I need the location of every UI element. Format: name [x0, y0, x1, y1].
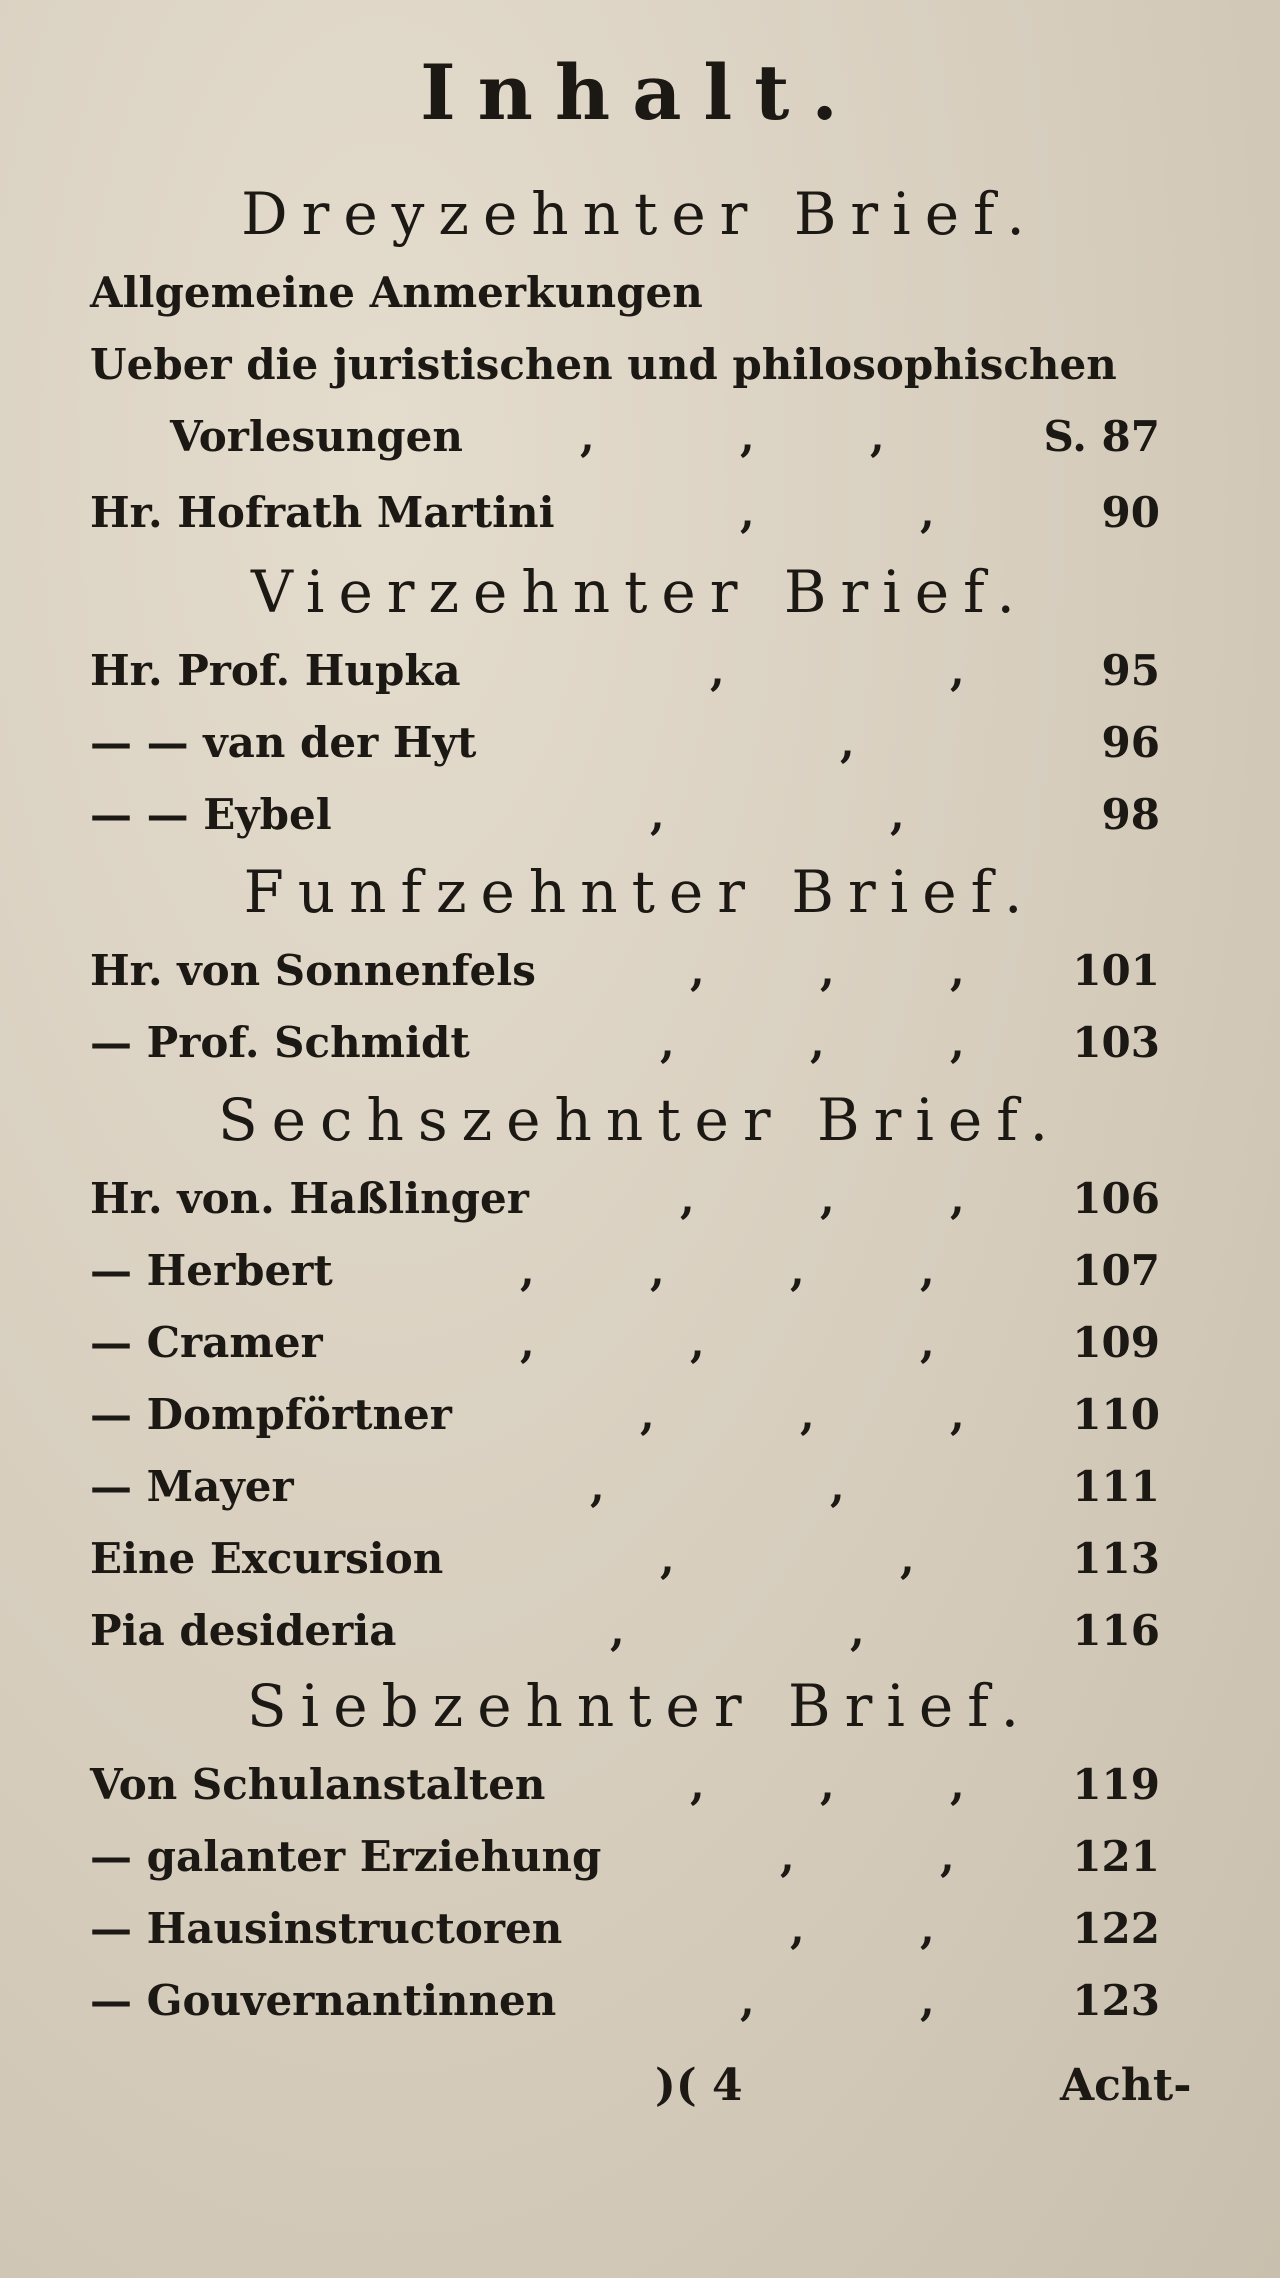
toc-page-number: 113	[1072, 1534, 1160, 1583]
letter-heading-17: Siebzehnter Brief.	[246, 1672, 1034, 1740]
leader-dot: ,	[710, 646, 725, 695]
toc-entry-text: Hr. von Sonnenfels	[90, 946, 536, 995]
toc-entry-text: — Cramer	[90, 1318, 323, 1367]
leader-dot: ,	[580, 412, 595, 461]
toc-page-number: 98	[1101, 790, 1160, 839]
toc-entry-text: — Gouvernantinnen	[90, 1976, 557, 2025]
toc-entry	[90, 1760, 1160, 1820]
leader-dot: ,	[920, 488, 935, 537]
toc-entry	[90, 1018, 1160, 1078]
page-title: Inhalt.	[420, 48, 860, 137]
toc-entry-text: Ueber die juristischen und philosophischen	[90, 340, 1117, 389]
toc-entry	[90, 1832, 1160, 1892]
toc-entry-text: Hr. Prof. Hupka	[90, 646, 461, 695]
toc-page-number: 101	[1072, 946, 1160, 995]
toc-entry-text: — — van der Hyt	[90, 718, 477, 767]
leader-dot: ,	[850, 1606, 865, 1655]
toc-page-number: 121	[1072, 1832, 1160, 1881]
toc-entry	[90, 646, 1160, 706]
leader-dot: ,	[650, 790, 665, 839]
leader-dot: ,	[790, 1904, 805, 1953]
leader-dot: ,	[740, 1976, 755, 2025]
leader-dot: ,	[590, 1462, 605, 1511]
leader-dot: ,	[920, 1976, 935, 2025]
leader-dot: ,	[900, 1534, 915, 1583]
leader-dot: ,	[660, 1534, 675, 1583]
toc-page-number: 103	[1072, 1018, 1160, 1067]
toc-page-number: 119	[1072, 1760, 1160, 1809]
toc-page-number: 111	[1072, 1462, 1160, 1511]
toc-entry	[90, 946, 1160, 1006]
toc-entry	[90, 412, 1160, 472]
toc-page-number: 106	[1072, 1174, 1160, 1223]
toc-entry	[90, 718, 1160, 778]
toc-entry-text: Hr. von. Haßlinger	[90, 1174, 529, 1223]
toc-entry	[90, 340, 1160, 400]
leader-dot: ,	[800, 1390, 815, 1439]
toc-entry-text: — — Eybel	[90, 790, 332, 839]
letter-heading-13: Dreyzehnter Brief.	[241, 180, 1039, 248]
toc-page-number: 122	[1072, 1904, 1160, 1953]
toc-entry	[90, 268, 1160, 328]
leader-dot: ,	[690, 1760, 705, 1809]
toc-entry	[90, 1246, 1160, 1306]
leader-dot: ,	[640, 1390, 655, 1439]
toc-entry-text: Hr. Hofrath Martini	[90, 488, 555, 537]
toc-entry	[90, 1318, 1160, 1378]
toc-entry	[90, 1976, 1160, 2036]
leader-dot: ,	[820, 1760, 835, 1809]
toc-entry	[90, 1462, 1160, 1522]
toc-page-number: 116	[1072, 1606, 1160, 1655]
leader-dot: ,	[870, 412, 885, 461]
leader-dot: ,	[840, 718, 855, 767]
leader-dot: ,	[950, 946, 965, 995]
toc-entry-text: — Hausinstructoren	[90, 1904, 563, 1953]
toc-page-number: 90	[1101, 488, 1160, 537]
leader-dot: ,	[920, 1904, 935, 1953]
toc-page-number: 123	[1072, 1976, 1160, 2025]
toc-entry	[90, 1534, 1160, 1594]
leader-dot: ,	[920, 1318, 935, 1367]
leader-dot: ,	[780, 1832, 795, 1881]
leader-dot: ,	[740, 488, 755, 537]
toc-entry	[90, 1606, 1160, 1666]
leader-dot: ,	[830, 1462, 845, 1511]
catchword: Acht-	[1060, 2060, 1192, 2111]
letter-heading-14: Vierzehnter Brief.	[251, 558, 1029, 626]
toc-page-number: S. 87	[1043, 412, 1160, 461]
letter-heading-16: Sechszehnter Brief.	[217, 1086, 1063, 1154]
toc-entry	[90, 1174, 1160, 1234]
leader-dot: ,	[790, 1246, 805, 1295]
leader-dot: ,	[690, 946, 705, 995]
leader-dot: ,	[810, 1018, 825, 1067]
leader-dot: ,	[950, 1174, 965, 1223]
toc-page-number: 95	[1101, 646, 1160, 695]
leader-dot: ,	[520, 1318, 535, 1367]
leader-dot: ,	[690, 1318, 705, 1367]
toc-entry-text: Allgemeine Anmerkungen	[90, 268, 703, 317]
leader-dot: ,	[820, 1174, 835, 1223]
toc-entry-text: — Dompförtner	[90, 1390, 452, 1439]
toc-entry-text: Von Schulanstalten	[90, 1760, 546, 1809]
toc-page-number: 110	[1072, 1390, 1160, 1439]
leader-dot: ,	[820, 946, 835, 995]
toc-entry-text: — Prof. Schmidt	[90, 1018, 470, 1067]
leader-dot: ,	[520, 1246, 535, 1295]
toc-entry-text: — Herbert	[90, 1246, 333, 1295]
leader-dot: ,	[740, 412, 755, 461]
letter-heading-15: Funfzehnter Brief.	[243, 858, 1037, 926]
toc-entry-text: — galanter Erziehung	[90, 1832, 602, 1881]
toc-entry	[90, 1904, 1160, 1964]
toc-entry-text: Vorlesungen	[170, 412, 463, 461]
toc-entry	[90, 488, 1160, 548]
signature-mark: )( 4	[655, 2060, 743, 2111]
toc-entry-text: Eine Excursion	[90, 1534, 444, 1583]
leader-dot: ,	[920, 1246, 935, 1295]
leader-dot: ,	[950, 1390, 965, 1439]
toc-entry	[90, 1390, 1160, 1450]
toc-page-number: 96	[1101, 718, 1160, 767]
toc-entry-text: Pia desideria	[90, 1606, 397, 1655]
leader-dot: ,	[650, 1246, 665, 1295]
toc-page-number: 109	[1072, 1318, 1160, 1367]
toc-entry	[90, 790, 1160, 850]
leader-dot: ,	[610, 1606, 625, 1655]
leader-dot: ,	[950, 1018, 965, 1067]
leader-dot: ,	[940, 1832, 955, 1881]
toc-page-number: 107	[1072, 1246, 1160, 1295]
leader-dot: ,	[890, 790, 905, 839]
toc-entry-text: — Mayer	[90, 1462, 294, 1511]
leader-dot: ,	[680, 1174, 695, 1223]
leader-dot: ,	[950, 646, 965, 695]
leader-dot: ,	[660, 1018, 675, 1067]
leader-dot: ,	[950, 1760, 965, 1809]
